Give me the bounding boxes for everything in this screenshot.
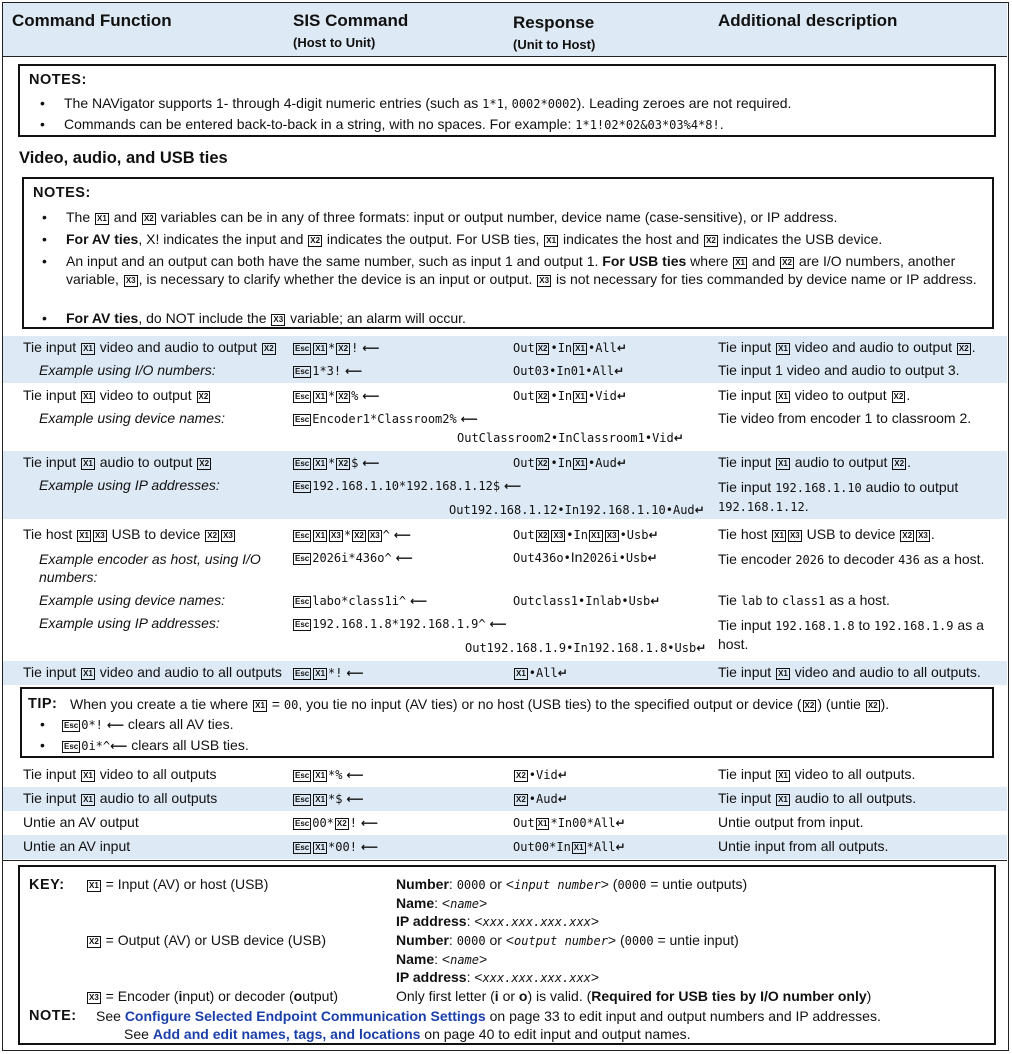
row-command: Esc X1 * X2 ! ⟵ <box>295 341 380 355</box>
row-response: Outclass1•Inlab•Usb↵ <box>513 594 661 608</box>
notes-box-ties: NOTES: • The X1 and X2 variables can be in any of three formats: input or output number, device name (case-sensitive), or IP address. • For AV ties, X! indicates the input and X2 indicates the output. For USB ties, X1 indicates the host and X2 indicates the USB device. • An input and an output can both have the same number, such as input 1 and output 1. For USB ties where X1 and X2 are I/O numbers, another variable, X3 , is necessary to clarify whether the device is an input or output. X3 is not necessary for ties commanded by device name or IP address. • For AV ties, do NOT include the X3 variable; an alarm will occur. <box>22 177 994 329</box>
row-response: Out X1 *In00*All↵ <box>513 816 626 830</box>
row-response: OutClassroom2•InClassroom1•Vid↵ <box>457 431 684 445</box>
row-description: Tie encoder 2026 to decoder 436 as a host. <box>718 551 985 567</box>
key-x3-rule: Only first letter (i or o) is valid. (Required for USB ties by I/O number only) <box>396 988 872 1004</box>
row-function: Tie input X1 audio to output X2 <box>23 454 210 470</box>
row-description: Tie input 1 video and audio to output 3. <box>718 362 960 378</box>
row-function: Example using device names: <box>39 410 225 426</box>
row-response: Out03•In01•All↵ <box>513 364 625 378</box>
row-command: Esc X1 *00! ⟵ <box>295 840 379 854</box>
row-description: Tie input 192.168.1.8 to 192.168.1.9 as a host. <box>718 617 984 652</box>
row-command: Esc 1*3! ⟵ <box>295 364 363 378</box>
row-response: Out192.168.1.9•In192.168.1.8•Usb↵ <box>465 641 707 655</box>
row-description: Untie input from all outputs. <box>718 838 889 854</box>
notes-bullet: For AV ties, X! indicates the input and X2 indicates the output. For USB ties, X1 indicates the host and X2 indicates the USB device. <box>66 231 883 247</box>
section-title: Video, audio, and USB ties <box>19 149 228 167</box>
link-configure-endpoint-settings[interactable]: Configure Selected Endpoint Communication Settings <box>124 1008 486 1024</box>
notes-bullet: For AV ties, do NOT include the X3 variable; an alarm will occur. <box>66 310 466 326</box>
row-function: Tie input X1 video to all outputs <box>23 766 217 782</box>
row-function: Example using I/O numbers: <box>39 362 216 378</box>
tip-text: When you create a tie where X1 = 00, you tie no input (AV ties) or no host (USB ties) to the specified output or device ( X2 ) (untie X2 ). <box>70 696 890 712</box>
col-command-function: Command Function <box>12 11 172 30</box>
row-response: Out X2 •In X1 •All↵ <box>513 341 627 355</box>
row-description: Tie input X1 video to output X2 . <box>718 387 911 403</box>
row-function: Example using device names: <box>39 592 225 608</box>
row-command: Esc Encoder1*Classroom2% ⟵ <box>295 412 478 426</box>
row-response: X1 •All↵ <box>516 666 568 680</box>
row-description: Tie input X1 audio to output X2 . <box>718 454 911 470</box>
key-x2-number: Number: 0000 or <output number> (0000 = untie input) <box>396 932 739 948</box>
notes-title: NOTES: <box>29 72 87 88</box>
row-response: Out436o•In2026i•Usb↵ <box>513 549 658 565</box>
row-command: Esc 192.168.1.10*192.168.1.12$ ⟵ <box>295 479 522 493</box>
notes-title: NOTES: <box>33 185 91 201</box>
row-response: Out X2 •In X1 •Aud↵ <box>513 456 627 470</box>
row-command: Esc X1 *$ ⟵ <box>295 792 364 806</box>
key-x2-definition: X2 = Output (AV) or USB device (USB) <box>89 932 327 948</box>
row-command: Esc X1 *! ⟵ <box>295 666 364 680</box>
col-response-sub: (Unit to Host) <box>513 37 596 52</box>
row-description: Tie lab to class1 as a host. <box>718 592 890 608</box>
notes-box-general: NOTES: • The NAVigator supports 1- through 4-digit numeric entries (such as 1*1, 0002*0002). Leading zeroes are not required. • Commands can be entered back-to-back in a string, with no spaces. For example: 1*1!02*02&03*03%4*8!. <box>18 64 996 137</box>
row-description: Tie input X1 video to all outputs. <box>718 766 916 782</box>
notes-bullet: The X1 and X2 variables can be in any of three formats: input or output number, device name (case-sensitive), or IP address. <box>66 209 838 225</box>
row-description: Tie input X1 video and audio to output X2 . <box>718 339 976 355</box>
col-sis-command: SIS Command <box>293 11 409 30</box>
row-command: Esc 00* X2 ! ⟵ <box>295 816 379 830</box>
key-title: KEY: <box>29 877 65 893</box>
row-function: Tie input X1 video to output X2 <box>23 387 209 403</box>
key-x1-ip: IP address: <xxx.xxx.xxx.xxx> <box>396 913 600 929</box>
row-description: Untie output from input. <box>718 814 864 830</box>
tip-bullet: Esc 0*! ⟵ clears all AV ties. <box>64 716 234 732</box>
row-description: Tie input X1 audio to all outputs. <box>718 790 917 806</box>
tip-title: TIP: <box>28 696 58 712</box>
row-response: X2 •Vid↵ <box>516 768 568 782</box>
notes-bullet: Commands can be entered back-to-back in a string, with no spaces. For example: 1*1!02*02&03*03%4*8!. <box>64 116 724 132</box>
key-box <box>18 865 996 1045</box>
note-line: See Add and edit names, tags, and locations on page 40 to edit input and output names. <box>124 1026 691 1042</box>
row-command: Esc X1 * X2 % ⟵ <box>295 389 380 403</box>
row-command: Esc X1 *% ⟵ <box>295 768 364 782</box>
row-function: Tie input X1 video and audio to output X2 <box>23 339 274 355</box>
row-function: Untie an AV input <box>23 838 131 854</box>
row-function: Tie input X1 audio to all outputs <box>23 790 218 806</box>
col-additional-description: Additional description <box>718 11 898 30</box>
row-description: Tie input 192.168.1.10 audio to output 192.168.1.12. <box>718 479 959 514</box>
notes-bullet: The NAVigator supports 1- through 4-digit numeric entries (such as 1*1, 0002*0002). Leading zeroes are not required. <box>64 95 792 111</box>
note-line: See Configure Selected Endpoint Communication Settings on page 33 to edit input and output numbers and IP addresses. <box>96 1008 881 1024</box>
key-x1-number: Number: 0000 or <input number> (0000 = untie outputs) <box>396 876 748 892</box>
row-response: Out00*In X1 *All↵ <box>513 840 626 854</box>
key-x2-name: Name: <name> <box>396 951 488 967</box>
row-response: Out X2 •In X1 •Vid↵ <box>513 389 627 403</box>
col-sis-command-sub: (Host to Unit) <box>293 35 376 50</box>
row-command: Esc X1 X3 * X2 X3 ^ ⟵ <box>295 528 411 542</box>
row-response: Out X2 X3 •In X1 X3 •Usb↵ <box>513 528 659 542</box>
notes-bullet: An input and an output can both have the same number, such as input 1 and output 1. For USB ties where X1 and X2 are I/O numbers, another variable, X3 , is necessary to clarify whether the device is an input or output. X3 is not necessary for ties commanded by device name or IP address. <box>66 253 977 287</box>
key-x1-name: Name: <name> <box>396 895 488 911</box>
row-response: X2 •Aud↵ <box>516 792 568 806</box>
sis-command-table <box>2 2 1009 1051</box>
row-command: Esc 2026i*436o^ ⟵ <box>295 551 413 565</box>
tip-box: TIP: When you create a tie where X1 = 00, you tie no input (AV ties) or no host (USB ties) to the specified output or device ( X2 ) (untie X2 ). • Esc 0*! ⟵ clears all AV ties. • Esc 0i*^⟵ clears all USB ties. <box>20 687 994 758</box>
key-x3-definition: X3 = Encoder (input) or decoder (output) <box>89 988 339 1004</box>
row-description: Tie video from encoder 1 to classroom 2. <box>718 410 972 426</box>
row-function: Example using IP addresses: <box>39 615 220 631</box>
col-response: Response <box>513 13 595 32</box>
row-command: Esc labo*class1i^ ⟵ <box>295 594 428 608</box>
tip-bullet: Esc 0i*^⟵ clears all USB ties. <box>64 737 249 753</box>
table-header <box>3 3 1007 57</box>
row-function: Tie input X1 video and audio to all outputs <box>23 664 282 680</box>
note-title: NOTE: <box>29 1008 77 1024</box>
row-description: Tie input X1 video and audio to all outputs. <box>718 664 981 680</box>
key-x2-ip: IP address: <xxx.xxx.xxx.xxx> <box>396 969 600 985</box>
row-function: Example encoder as host, using I/O numbers: <box>39 551 261 585</box>
row-response: Out192.168.1.12•In192.168.1.10•Aud↵ <box>449 503 705 517</box>
link-add-edit-names[interactable]: Add and edit names, tags, and locations <box>152 1026 421 1042</box>
row-function: Tie host X1 X3 USB to device X2 X3 <box>23 526 233 542</box>
row-command: Esc 192.168.1.8*192.168.1.9^ ⟵ <box>295 617 507 631</box>
row-command: Esc X1 * X2 $ ⟵ <box>295 456 380 470</box>
row-description: Tie host X1 X3 USB to device X2 X3 . <box>718 526 935 542</box>
row-function: Untie an AV output <box>23 814 139 830</box>
divider <box>3 860 1007 861</box>
key-x1-definition: X1 = Input (AV) or host (USB) <box>89 876 269 892</box>
row-function: Example using IP addresses: <box>39 477 220 493</box>
